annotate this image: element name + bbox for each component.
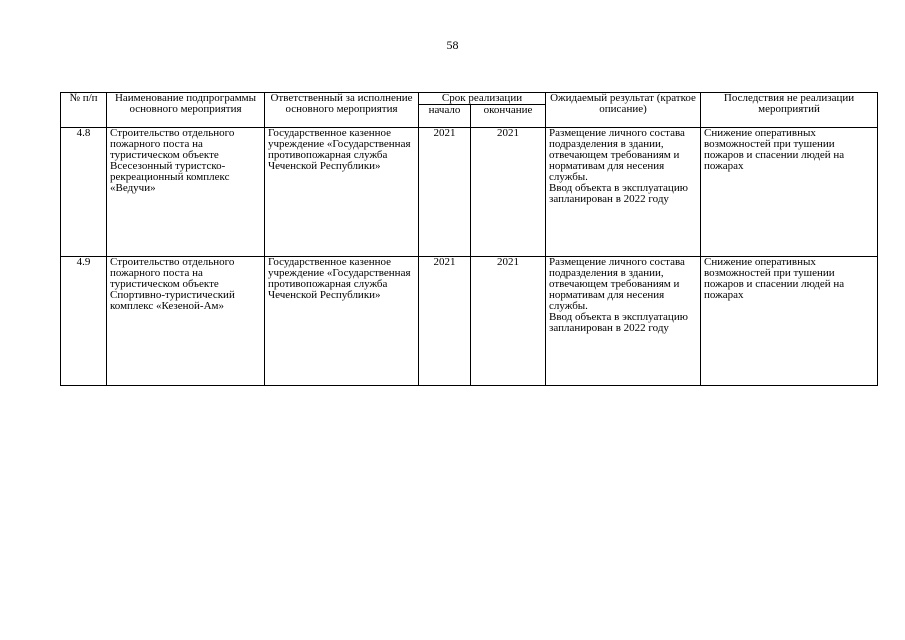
row-name: Строительство отдельного пожарного поста на туристическом объекте Спортивно-туристический комплекс «Кезеной-Ам» <box>107 257 265 386</box>
header-period: Срок реализации <box>419 93 546 105</box>
header-result: Ожидаемый результат (краткое описание) <box>546 93 701 128</box>
row-name: Строительство отдельного пожарного поста на туристическом объекте Всесезонный туристско-рекреационный комплекс «Ведучи» <box>107 128 265 257</box>
row-start: 2021 <box>419 257 471 386</box>
row-end: 2021 <box>471 257 546 386</box>
row-start: 2021 <box>419 128 471 257</box>
header-num: № п/п <box>61 93 107 128</box>
row-consequences: Снижение оперативных возможностей при тушении пожаров и спасении людей на пожарах <box>701 128 878 257</box>
header-end: окончание <box>471 105 546 128</box>
header-start: начало <box>419 105 471 128</box>
table-row <box>61 257 878 386</box>
row-result-commissioning: Ввод объекта в эксплуатацию запланирован в 2022 году <box>549 311 688 334</box>
row-result <box>546 257 701 386</box>
row-result-text: Размещение личного состава подразделения в здании, отвечающем требованиям и нормативам для несения службы. <box>549 256 685 312</box>
row-consequences: Снижение оперативных возможностей при тушении пожаров и спасении людей на пожарах <box>701 257 878 386</box>
row-result <box>546 128 701 257</box>
header-consequences: Последствия не реализации мероприятий <box>701 93 878 128</box>
page-number: 58 <box>446 38 459 52</box>
row-responsible: Государственное казенное учреждение «Государственная противопожарная служба Чеченской Республики» <box>265 257 419 386</box>
row-result-commissioning: Ввод объекта в эксплуатацию запланирован в 2022 году <box>549 182 688 205</box>
header-name: Наименование подпрограммы основного мероприятия <box>107 93 265 128</box>
header-responsible: Ответственный за исполнение основного мероприятия <box>265 93 419 128</box>
activities-table <box>60 92 878 386</box>
table-header-row <box>61 93 878 105</box>
table-row <box>61 128 878 257</box>
row-num: 4.8 <box>61 128 107 257</box>
row-num: 4.9 <box>61 257 107 386</box>
row-responsible: Государственное казенное учреждение «Государственная противопожарная служба Чеченской Республики» <box>265 128 419 257</box>
row-end: 2021 <box>471 128 546 257</box>
row-result-text: Размещение личного состава подразделения в здании, отвечающем требованиям и нормативам для несения службы. <box>549 127 685 183</box>
